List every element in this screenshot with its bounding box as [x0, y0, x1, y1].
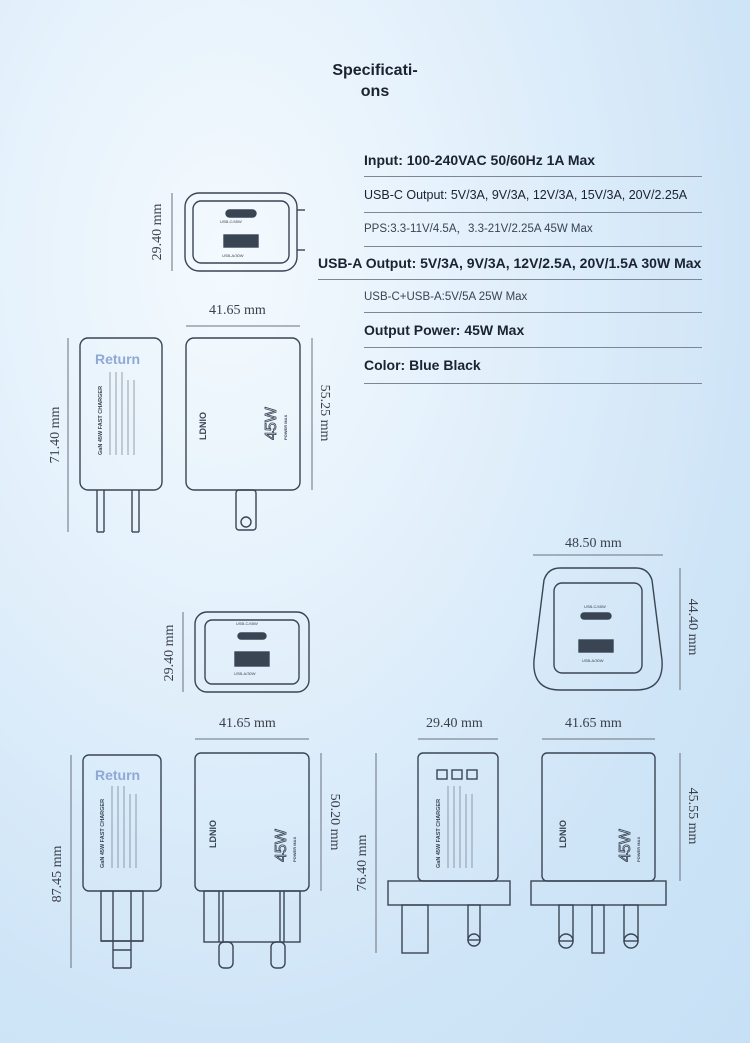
dim-us-width: 41.65 mm — [209, 303, 266, 318]
dim-eu-width: 41.65 mm — [219, 716, 276, 731]
us-charger-back-view — [80, 338, 162, 532]
dim-us-total-height: 71.40 mm — [48, 406, 63, 464]
us-return-label: Return — [95, 351, 141, 367]
title-line-1: Specificati- — [332, 62, 418, 79]
us-power-max: POWER MAX — [283, 414, 288, 440]
dim-uk-total-height: 76.40 mm — [355, 834, 370, 892]
dim-uk-front-width: 41.65 mm — [565, 716, 622, 731]
eu-port-a-label: USB-A/30W — [234, 671, 256, 676]
eu-port-c-label: USB-C/45W — [236, 621, 258, 626]
uk-power-rating: 45W — [617, 829, 634, 862]
dim-uk-side-width: 29.40 mm — [426, 716, 483, 731]
dim-uk-top-height: 44.40 mm — [685, 598, 700, 656]
spec-pps: PPS:3.3-11V/4.5A，3.3-21V/2.25A 45W Max — [364, 220, 702, 247]
uk-brand-logo: LDNIO — [558, 820, 568, 848]
spec-combined: USB-C+USB-A:5V/5A 25W Max — [364, 288, 702, 313]
us-brand-logo: LDNIO — [198, 412, 208, 440]
spec-output-power: Output Power: 45W Max — [364, 320, 702, 348]
uk-power-max: POWER MAX — [636, 836, 641, 862]
eu-charger-back-view — [83, 755, 161, 968]
us-charger-name: GaN 45W FAST CHARGER — [98, 385, 104, 455]
eu-power-max: POWER MAX — [292, 836, 297, 862]
dim-uk-top-width: 48.50 mm — [565, 536, 622, 551]
uk-port-a-label: USB-A/30W — [582, 658, 604, 663]
uk-charger-top-view — [534, 568, 662, 690]
eu-charger-name: GaN 45W FAST CHARGER — [100, 798, 106, 868]
spec-usbc-output: USB-C Output: 5V/3A, 9V/3A, 12V/3A, 15V/3A, 20V/2.25A — [364, 186, 702, 213]
dim-eu-body-height: 50.20 mm — [327, 793, 342, 851]
eu-brand-logo: LDNIO — [208, 820, 218, 848]
spec-usba-output: USB-A Output: 5V/3A, 9V/3A, 12V/2.5A, 20V/1.5A 30W Max — [318, 253, 702, 280]
dim-eu-total-height: 87.45 mm — [50, 845, 65, 903]
eu-return-label: Return — [95, 767, 141, 783]
uk-charger-side-view — [388, 753, 510, 953]
us-port-c-label: USB-C/45W — [220, 219, 242, 224]
title-line-2: ons — [360, 83, 390, 100]
dim-eu-top-height: 29.40 mm — [162, 624, 177, 682]
spec-input: Input: 100-240VAC 50/60Hz 1A Max — [364, 150, 702, 177]
uk-charger-name: GaN 45W FAST CHARGER — [436, 798, 442, 868]
dim-uk-body-height: 45.55 mm — [685, 787, 700, 845]
us-port-a-label: USB-A/30W — [222, 253, 244, 258]
spec-color: Color: Blue Black — [364, 355, 702, 384]
eu-power-rating: 45W — [273, 829, 290, 862]
us-charger-top-view — [185, 193, 305, 271]
us-power-rating: 45W — [263, 407, 280, 440]
uk-charger-front-view — [531, 753, 666, 953]
dim-us-body-height: 55.25 mm — [317, 384, 332, 442]
dim-us-top-height: 29.40 mm — [150, 203, 165, 261]
uk-port-c-label: USB-C/45W — [584, 604, 606, 609]
